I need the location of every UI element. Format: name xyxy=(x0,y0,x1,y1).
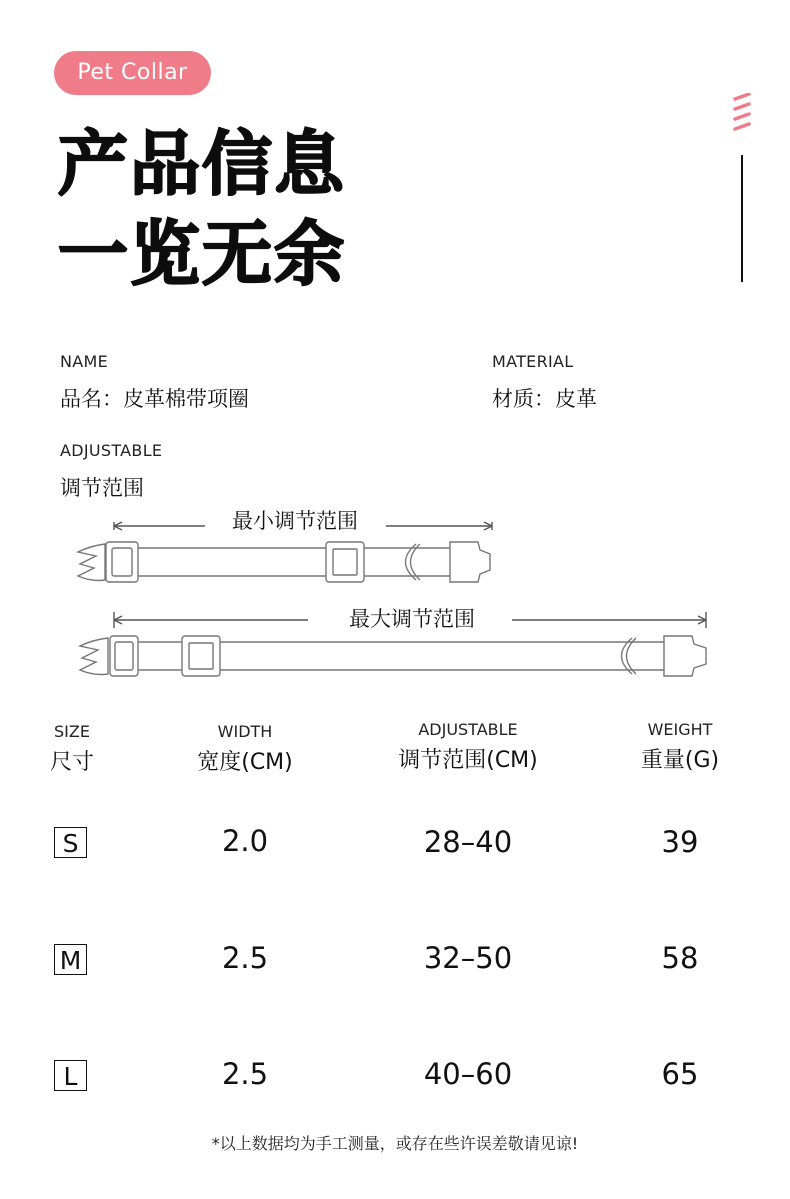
row-s-weight: 39 xyxy=(661,825,699,859)
adjustable-value: 调节范围 xyxy=(60,476,144,500)
header-width-cn: 宽度(CM) xyxy=(197,750,293,775)
name-value: 品名：皮革棉带项圈 xyxy=(60,387,249,411)
row-l-weight: 65 xyxy=(661,1057,699,1091)
measurement-footnote: *以上数据均为手工测量，或存在些许误差敬请见谅! xyxy=(211,1134,579,1153)
header-size-en: SIZE xyxy=(54,722,90,741)
material-label: MATERIAL xyxy=(492,352,574,371)
header-width-en: WIDTH xyxy=(217,722,273,741)
row-s-width: 2.0 xyxy=(221,824,269,858)
max-range-label: 最大调节范围 xyxy=(349,607,475,631)
adjustable-label: ADJUSTABLE xyxy=(60,441,163,460)
decorative-vertical-line xyxy=(741,155,743,282)
headline-line-2: 一览无余 xyxy=(58,213,346,295)
headline-line-1: 产品信息 xyxy=(58,123,346,205)
header-weight-cn: 重量(G) xyxy=(640,748,720,773)
row-m-weight: 58 xyxy=(661,941,699,975)
name-label: NAME xyxy=(60,352,109,371)
collar-adjust-diagram xyxy=(70,508,720,688)
material-value: 材质：皮革 xyxy=(492,387,597,411)
row-l-width: 2.5 xyxy=(221,1057,269,1091)
row-m-width: 2.5 xyxy=(221,941,269,975)
min-range-label: 最小调节范围 xyxy=(232,509,358,533)
row-l-range: 40–60 xyxy=(423,1057,513,1091)
size-s-box: S xyxy=(54,827,87,858)
header-adjustable-cn: 调节范围(CM) xyxy=(398,748,538,773)
size-m-box: M xyxy=(54,944,87,975)
header-size-cn: 尺寸 xyxy=(49,750,94,775)
collar-min-drawing xyxy=(78,542,490,582)
header-adjustable-en: ADJUSTABLE xyxy=(418,720,518,739)
row-s-range: 28–40 xyxy=(423,825,513,859)
size-l-box: L xyxy=(54,1060,87,1091)
row-m-range: 32–50 xyxy=(423,941,513,975)
pet-collar-badge: Pet Collar xyxy=(54,51,211,95)
decorative-stripes-icon xyxy=(733,93,751,133)
collar-max-drawing xyxy=(80,636,706,676)
header-weight-en: WEIGHT xyxy=(647,720,713,739)
